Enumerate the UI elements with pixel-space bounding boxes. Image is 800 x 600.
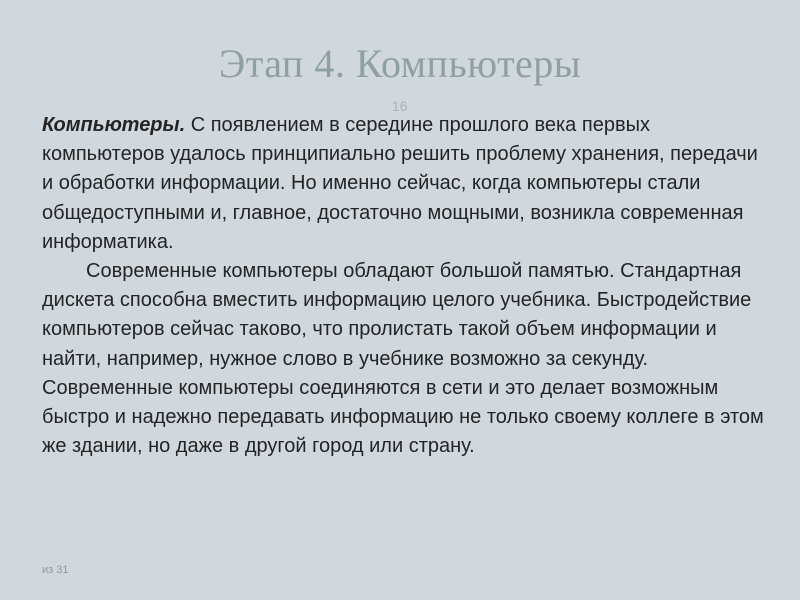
slide-counter: из 31 (42, 564, 69, 576)
paragraph-2 (42, 257, 772, 461)
paragraph-1-text: С появлением в середине прошлого века первых компьютеров удалось принципиально решить проблему хранения, передачи и обработки информации. Но именно сейчас, когда компьютеры стали общедоступными и, главное, достаточно мощными, возникла современная информатика. (42, 114, 758, 253)
paragraph-2-text: Современные компьютеры обладают большой памятью. Стандартная дискета способна вместить информацию целого учебника. Быстродействие компьютеров сейчас таково, что пролистать такой объем информации и найти, например, нужное слово в учебнике возможно за секунду. Современные компьютеры соединяются в сети и это делает возможным быстро и надежно передавать информацию не только своему коллеге в этом же здании, но даже в другой город или страну. (42, 260, 764, 458)
slide-number: 16 (392, 98, 408, 114)
lead-term: Компьютеры. (42, 114, 186, 136)
slide-body (42, 111, 772, 461)
paragraph-1 (42, 111, 772, 257)
slide-title: Этап 4. Компьютеры (218, 41, 582, 86)
